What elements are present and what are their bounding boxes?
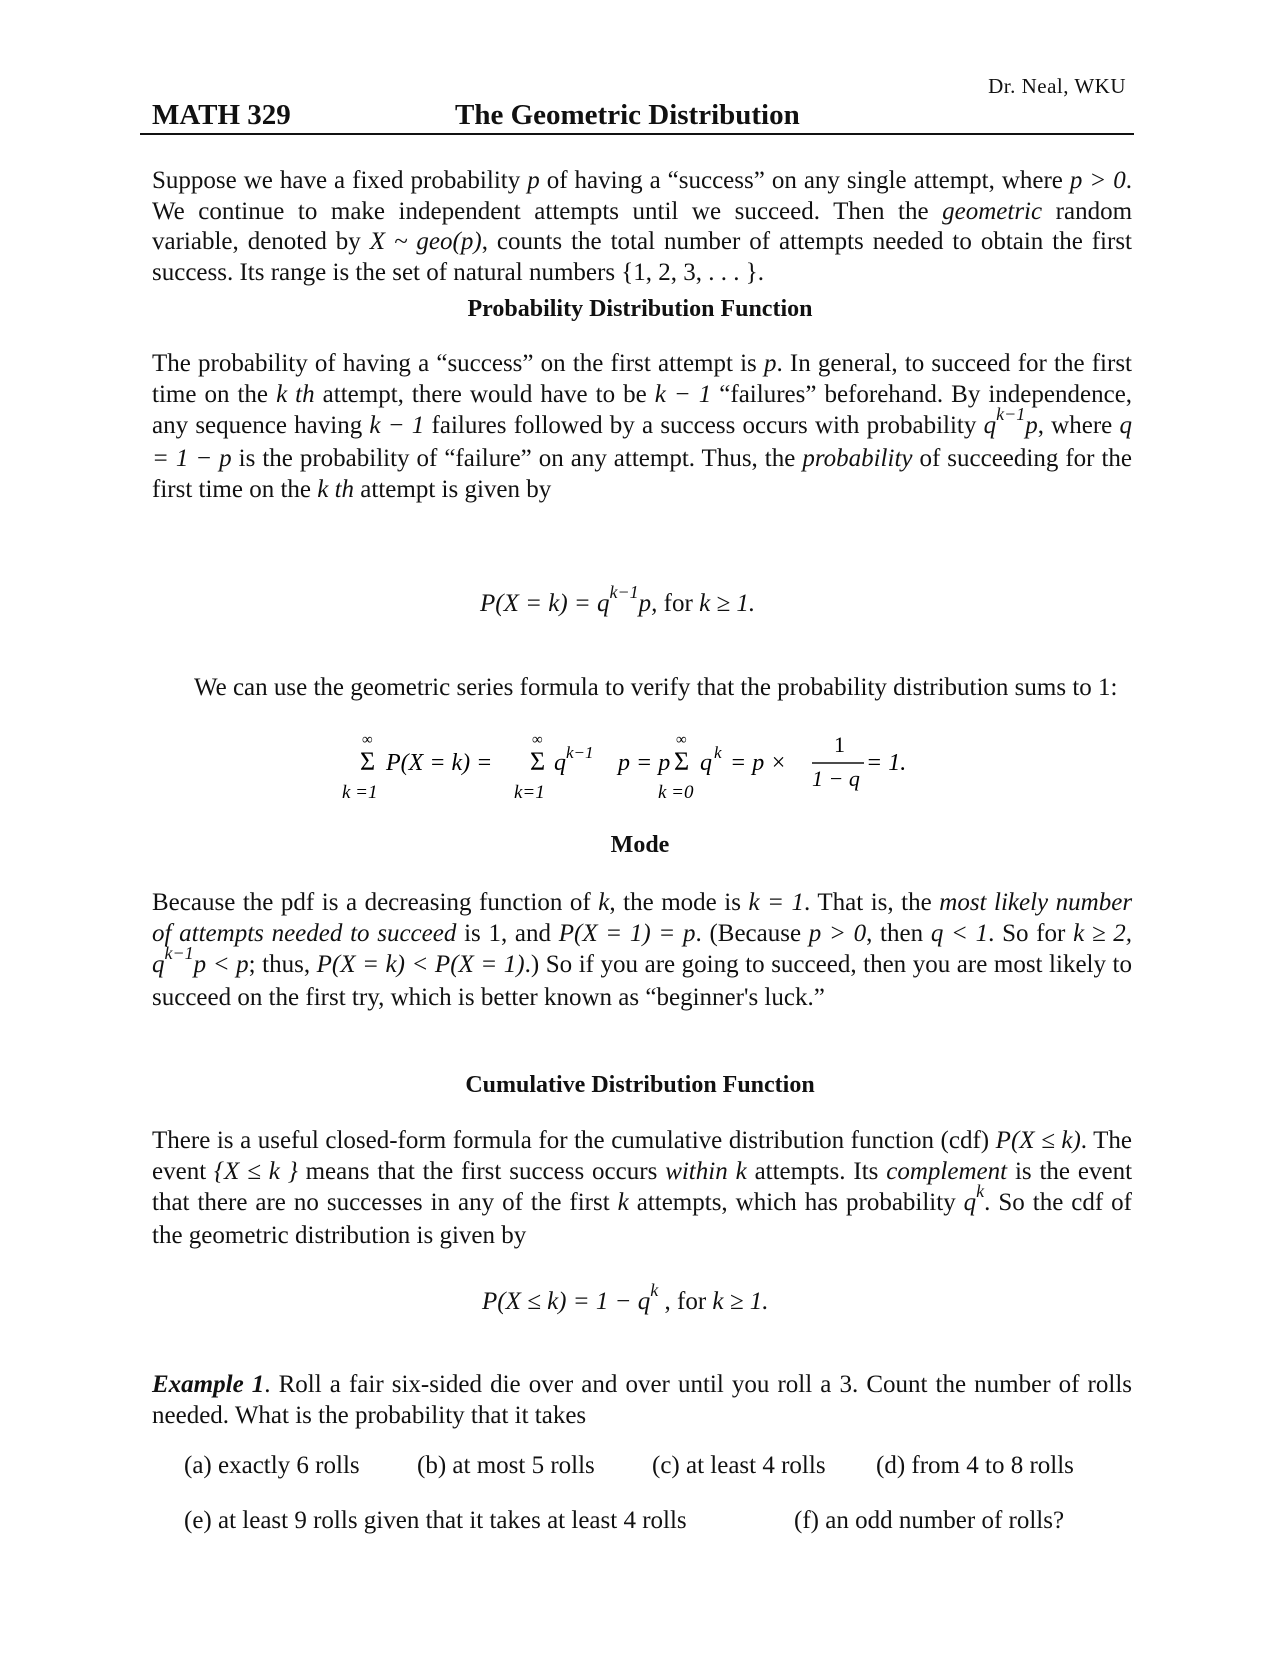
cdf-paragraph	[152, 1125, 1132, 1251]
math-notation: X ~ geo(p)	[369, 228, 482, 255]
formula-lhs: P(X ≤ k) = 1 −	[482, 1288, 632, 1315]
option-c: (c) at least 4 rolls	[652, 1452, 826, 1479]
math-q: q	[152, 951, 165, 978]
mode-heading: Mode	[610, 832, 670, 858]
lower-limit-3: k =0	[658, 782, 694, 803]
series-term-2p: p = p	[618, 750, 671, 776]
math-expression: {X ≤ k }	[214, 1158, 298, 1185]
math-expression: k ≥ 2,	[1073, 920, 1133, 947]
pdf-text: is the probability of “failure” on any attempt. Thus, the	[238, 445, 796, 472]
math-k: k	[735, 1158, 747, 1185]
formula-range: k ≥ 1.	[699, 590, 756, 617]
pdf-heading: Probability Distribution Function	[467, 296, 813, 322]
header-rule	[140, 133, 1134, 135]
math-k-minus-1: k − 1	[654, 381, 712, 408]
math-q: q	[963, 1189, 977, 1216]
cdf-text: . The event	[152, 1127, 1133, 1185]
series-term-1: P(X = k) =	[386, 750, 493, 776]
pdf-text: attempt is given by	[360, 476, 552, 503]
mode-text: , the mode is	[609, 889, 741, 916]
fraction-denominator: 1 − q	[812, 766, 860, 791]
intro-text: , counts the total number of attempts needed to obtain the first success. Its range is the set of natural numbers {1, 2, 3, . . . }.	[152, 228, 1133, 286]
math-p: p	[1025, 412, 1038, 439]
series-formula	[340, 728, 940, 808]
cdf-text: means that the first success occurs	[305, 1158, 658, 1185]
pdf-text: . In general, to succeed for the first time on the	[152, 350, 1132, 408]
emphasis-complement: complement	[886, 1158, 1008, 1185]
cdf-text: There is a useful closed-form formula for the cumulative distribution function (cdf)	[152, 1127, 990, 1154]
math-q: q	[637, 1288, 651, 1315]
cdf-text: is the event that there are no successes in any of the first	[152, 1158, 1133, 1216]
series-exp-2: k−1	[566, 743, 594, 762]
intro-text: of having a “success” on any single attempt, where	[546, 167, 1063, 194]
formula-for: for	[663, 590, 693, 617]
cdf-text: attempts, which has probability	[636, 1189, 956, 1216]
cdf-heading: Cumulative Distribution Function	[465, 1072, 815, 1098]
upper-limit-2: ∞	[532, 732, 543, 748]
author-line: Dr. Neal, WKU	[988, 74, 1126, 98]
pdf-paragraph	[152, 348, 1132, 505]
upper-limit-3: ∞	[676, 732, 687, 748]
series-term-3: q	[700, 750, 712, 776]
sigma-2: Σ	[530, 747, 546, 776]
mode-text: , then	[866, 920, 924, 947]
math-kth: k th	[276, 381, 315, 408]
upper-limit-1: ∞	[362, 732, 373, 748]
math-p: p	[763, 350, 777, 377]
formula-range: k ≥ 1.	[712, 1288, 769, 1315]
pdf-text: The probability of having a “success” on the first attempt is	[152, 350, 757, 377]
pdf-text: , where	[1037, 412, 1113, 439]
cdf-text: . So the cdf of the geometric distribution is given by	[152, 1189, 1132, 1249]
series-term-5: = 1.	[866, 750, 907, 776]
pdf-formula	[480, 582, 756, 618]
pdf-text: failures followed by a success occurs with probability	[431, 412, 977, 439]
page-title: The Geometric Distribution	[455, 99, 800, 131]
example-text: . Roll a fair six-sided die over and over until you roll a 3. Count the number of rolls needed. What is the probability that it takes	[152, 1371, 1132, 1429]
formula-lhs: P(X = k) =	[480, 590, 591, 617]
mode-text: ; thus,	[248, 951, 311, 978]
emphasis-most-likely: most likely number of attempts needed to succeed	[152, 889, 1133, 947]
emphasis-probability: probability	[802, 445, 913, 472]
emphasis-geometric: geometric	[942, 197, 1043, 225]
option-a: (a) exactly 6 rolls	[184, 1452, 360, 1479]
example-paragraph	[152, 1370, 1132, 1431]
mode-paragraph	[152, 887, 1132, 1013]
emphasis-within: within	[665, 1158, 728, 1185]
intro-text: . We continue to make independent attempts until we succeed. Then the	[152, 167, 1133, 225]
option-e: (e) at least 9 rolls given that it takes at least 4 rolls	[184, 1507, 687, 1534]
mode-text: . (Because	[695, 920, 802, 947]
formula-for: for	[677, 1288, 707, 1315]
math-q: q	[597, 590, 610, 617]
mode-text: is 1, and	[464, 920, 551, 947]
math-exponent: k−1	[164, 943, 194, 963]
lower-limit-1: k =1	[342, 782, 378, 803]
option-f: (f) an odd number of rolls?	[794, 1507, 1065, 1534]
math-expression: p < p	[193, 951, 249, 978]
option-d: (d) from 4 to 8 rolls	[876, 1452, 1074, 1479]
lower-limit-2: k=1	[514, 782, 545, 803]
cdf-formula	[482, 1280, 769, 1316]
math-exponent: k−1	[996, 404, 1026, 424]
math-expression: P(X = 1) = p	[558, 920, 696, 947]
sigma-3: Σ	[674, 747, 690, 776]
math-mode-value: k = 1	[748, 889, 805, 916]
mode-text: . That is, the	[804, 889, 932, 916]
math-k: k	[617, 1189, 629, 1216]
formula-comma: ,	[664, 1288, 671, 1315]
series-term-4: = p ×	[730, 750, 787, 776]
math-k: k	[598, 889, 610, 916]
cdf-text: attempts. Its	[754, 1158, 879, 1185]
sigma-1: Σ	[360, 747, 376, 776]
math-expression: p > 0	[808, 920, 867, 947]
intro-paragraph	[152, 166, 1132, 288]
math-k-minus-1: k − 1	[369, 412, 425, 439]
pdf-text: attempt, there would have to be	[322, 381, 647, 408]
course-label: MATH 329	[152, 99, 291, 131]
pdf-text: “failures” beforehand. By independence, any sequence having	[152, 381, 1133, 439]
intro-text: Suppose we have a fixed probability	[152, 167, 521, 194]
math-exponent: k	[650, 1280, 659, 1300]
fraction-numerator: 1	[834, 732, 845, 757]
math-expression: P(X ≤ k)	[995, 1127, 1081, 1154]
pdf-text: of succeeding for the first time on the	[152, 445, 1133, 503]
math-p: p,	[638, 590, 658, 617]
math-kth: k th	[317, 476, 355, 503]
option-b: (b) at most 5 rolls	[417, 1452, 595, 1479]
math-expression: P(X = k) < P(X = 1)	[316, 951, 525, 978]
example-label: Example 1	[152, 1371, 265, 1398]
math-q-definition: q = 1 − p	[152, 412, 1132, 472]
series-term-2q: q	[554, 750, 566, 776]
math-expression: q < 1	[930, 920, 989, 947]
math-p: p	[527, 167, 540, 194]
series-exp-3: k	[714, 743, 722, 762]
mode-text: . So for	[988, 920, 1066, 947]
math-exponent: k	[976, 1181, 985, 1201]
mode-text: Because the pdf is a decreasing function of	[152, 889, 591, 916]
mode-text: .) So if you are going to succeed, then you are most likely to succeed on the first try, which is better known as “beginner's luck.”	[152, 951, 1132, 1011]
math-exponent: k−1	[609, 582, 639, 602]
math-condition: p > 0	[1069, 167, 1126, 194]
series-intro: We can use the geometric series formula to verify that the probability distribution sums to 1:	[194, 674, 1118, 701]
math-q: q	[983, 412, 997, 439]
intro-text: random variable, denoted by	[152, 197, 1133, 255]
